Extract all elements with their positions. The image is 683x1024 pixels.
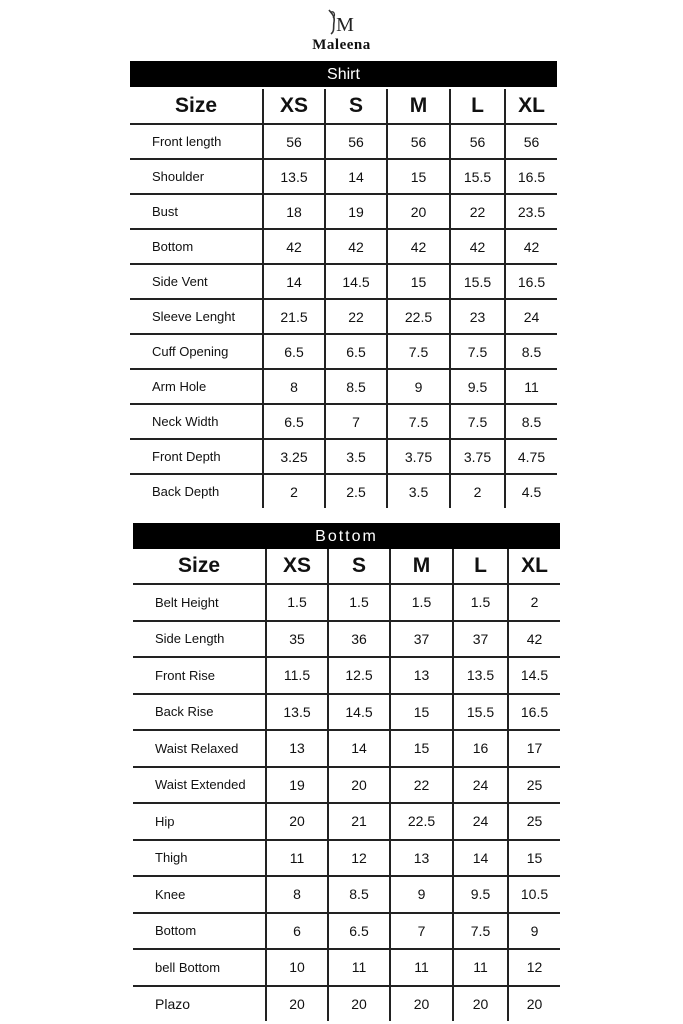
cell: 13.5 [263, 159, 325, 194]
row-label: Bottom [133, 913, 266, 950]
cell: 12 [508, 949, 560, 986]
cell: 15.5 [450, 264, 505, 299]
cell: 18 [263, 194, 325, 229]
cell: 23 [450, 299, 505, 334]
cell: 9 [390, 876, 453, 913]
logo-letter: M [335, 14, 354, 36]
cell: 42 [450, 229, 505, 264]
table-row [133, 949, 560, 986]
column-header-l: L [453, 549, 508, 584]
cell: 3.5 [325, 439, 387, 474]
table-row [130, 264, 557, 299]
cell: 13 [390, 657, 453, 694]
row-label: bell Bottom [133, 949, 266, 986]
cell: 14 [325, 159, 387, 194]
table-row [130, 404, 557, 439]
brand-header [0, 6, 683, 54]
cell: 42 [387, 229, 450, 264]
section-title-bottom: Bottom [133, 523, 560, 549]
cell: 1.5 [453, 584, 508, 621]
cell: 23.5 [505, 194, 557, 229]
bottom-table [133, 549, 560, 1021]
cell: 22 [390, 767, 453, 804]
cell: 8.5 [328, 876, 390, 913]
cell: 24 [453, 767, 508, 804]
cell: 13 [266, 730, 328, 767]
row-label: Front Depth [130, 439, 263, 474]
cell: 11 [390, 949, 453, 986]
cell: 19 [325, 194, 387, 229]
row-label: Sleeve Lenght [130, 299, 263, 334]
cell: 14.5 [325, 264, 387, 299]
column-header-xl: XL [505, 89, 557, 124]
table-row [133, 913, 560, 950]
column-header-xs: XS [266, 549, 328, 584]
row-label: Plazo [155, 995, 191, 1012]
cell: 16.5 [505, 264, 557, 299]
cell: 8 [266, 876, 328, 913]
table-row [130, 439, 557, 474]
cell: 2.5 [325, 474, 387, 508]
cell: 11 [505, 369, 557, 404]
cell: 6.5 [328, 913, 390, 950]
column-header-size: Size [133, 549, 266, 584]
row-label: Arm Hole [130, 369, 263, 404]
cell: 14.5 [508, 657, 560, 694]
cell: 17 [508, 730, 560, 767]
cell: 14.5 [328, 694, 390, 731]
cell: 56 [325, 124, 387, 159]
column-header-m: M [387, 89, 450, 124]
cell: 42 [263, 229, 325, 264]
row-label: Waist Relaxed [133, 730, 266, 767]
cell: 20 [266, 986, 328, 1022]
cell: 15 [390, 730, 453, 767]
cell: 9 [508, 913, 560, 950]
cell: 25 [508, 767, 560, 804]
table-header-row [130, 89, 557, 124]
cell: 4.75 [505, 439, 557, 474]
row-label: Front length [130, 124, 263, 159]
cell: 20 [508, 986, 560, 1022]
cell: 56 [387, 124, 450, 159]
table-row [133, 986, 560, 1022]
table-row [130, 124, 557, 159]
cell: 16.5 [505, 159, 557, 194]
cell: 21.5 [263, 299, 325, 334]
cell: 12.5 [328, 657, 390, 694]
cell: 7.5 [387, 404, 450, 439]
cell: 24 [505, 299, 557, 334]
row-label: Bust [130, 194, 263, 229]
row-label: Neck Width [130, 404, 263, 439]
cell: 42 [508, 621, 560, 658]
cell: 3.75 [450, 439, 505, 474]
table-row [133, 730, 560, 767]
cell: 20 [387, 194, 450, 229]
table-row [133, 803, 560, 840]
table-row [133, 694, 560, 731]
row-label: Side Length [133, 621, 266, 658]
column-header-size: Size [130, 89, 263, 124]
cell: 15 [387, 159, 450, 194]
cell: 7.5 [450, 404, 505, 439]
row-label: Waist Extended [133, 767, 266, 804]
cell: 10.5 [508, 876, 560, 913]
cell: 7.5 [453, 913, 508, 950]
row-label: Knee [133, 876, 266, 913]
row-label: Bottom [130, 229, 263, 264]
cell: 19 [266, 767, 328, 804]
column-header-m: M [390, 549, 453, 584]
row-label: Back Depth [152, 484, 220, 499]
cell: 9.5 [450, 369, 505, 404]
cell: 13.5 [453, 657, 508, 694]
column-header-xs: XS [263, 89, 325, 124]
cell: 9 [387, 369, 450, 404]
brand-name: Maleena [312, 37, 371, 53]
cell: 4.5 [505, 474, 557, 508]
cell: 2 [508, 584, 560, 621]
section-title-shirt: Shirt [130, 61, 557, 87]
cell: 37 [453, 621, 508, 658]
table-row [130, 334, 557, 369]
cell: 20 [266, 803, 328, 840]
cell: 2 [450, 474, 505, 508]
brand-logo [322, 6, 362, 36]
cell: 15 [390, 694, 453, 731]
cell: 15.5 [453, 694, 508, 731]
cell: 10 [266, 949, 328, 986]
column-header-xl: XL [508, 549, 560, 584]
cell: 56 [263, 124, 325, 159]
cell: 11 [453, 949, 508, 986]
column-header-s: S [328, 549, 390, 584]
cell: 3.25 [263, 439, 325, 474]
cell: 2 [263, 474, 325, 508]
cell: 22.5 [390, 803, 453, 840]
cell: 35 [266, 621, 328, 658]
cell: 1.5 [266, 584, 328, 621]
cell: 20 [390, 986, 453, 1022]
cell: 7 [390, 913, 453, 950]
cell: 56 [505, 124, 557, 159]
row-label: Hip [133, 803, 266, 840]
cell: 12 [328, 840, 390, 877]
cell: 8 [263, 369, 325, 404]
cell: 3.5 [387, 474, 450, 508]
table-row [133, 840, 560, 877]
row-label: Cuff Opening [130, 334, 263, 369]
cell: 14 [263, 264, 325, 299]
cell: 14 [453, 840, 508, 877]
table-row [130, 299, 557, 334]
row-label: Belt Height [133, 584, 266, 621]
cell: 1.5 [328, 584, 390, 621]
cell: 15.5 [450, 159, 505, 194]
cell: 20 [328, 986, 390, 1022]
table-row [130, 159, 557, 194]
cell: 7.5 [387, 334, 450, 369]
row-label: Back Rise [133, 694, 266, 731]
cell: 1.5 [390, 584, 453, 621]
row-label: Side Vent [130, 264, 263, 299]
cell: 8.5 [325, 369, 387, 404]
cell: 8.5 [505, 334, 557, 369]
cell: 25 [508, 803, 560, 840]
cell: 7 [325, 404, 387, 439]
cell: 11 [266, 840, 328, 877]
row-label: Front Rise [133, 657, 266, 694]
cell: 6.5 [325, 334, 387, 369]
cell: 11 [328, 949, 390, 986]
table-row [133, 584, 560, 621]
table-row [133, 657, 560, 694]
cell: 21 [328, 803, 390, 840]
bottom-size-chart [133, 523, 560, 1021]
cell: 15 [508, 840, 560, 877]
cell: 13.5 [266, 694, 328, 731]
cell: 9.5 [453, 876, 508, 913]
cell: 20 [328, 767, 390, 804]
cell: 7.5 [450, 334, 505, 369]
table-header-row [133, 549, 560, 584]
table-row [133, 621, 560, 658]
column-header-s: S [325, 89, 387, 124]
table-row [133, 876, 560, 913]
shirt-table [130, 89, 557, 508]
table-row [130, 474, 557, 508]
row-label: Thigh [133, 840, 266, 877]
cell: 16 [453, 730, 508, 767]
table-row [133, 767, 560, 804]
cell: 20 [453, 986, 508, 1022]
cell: 13 [390, 840, 453, 877]
cell: 36 [328, 621, 390, 658]
cell: 15 [387, 264, 450, 299]
cell: 11.5 [266, 657, 328, 694]
table-row [130, 229, 557, 264]
cell: 3.75 [387, 439, 450, 474]
cell: 42 [325, 229, 387, 264]
cell: 24 [453, 803, 508, 840]
cell: 22 [325, 299, 387, 334]
table-row [130, 194, 557, 229]
cell: 6.5 [263, 404, 325, 439]
cell: 8.5 [505, 404, 557, 439]
cell: 6.5 [263, 334, 325, 369]
cell: 56 [450, 124, 505, 159]
cell: 22 [450, 194, 505, 229]
cell: 16.5 [508, 694, 560, 731]
cell: 14 [328, 730, 390, 767]
shirt-size-chart [130, 63, 557, 508]
cell: 37 [390, 621, 453, 658]
cell: 42 [505, 229, 557, 264]
row-label: Shoulder [130, 159, 263, 194]
column-header-l: L [450, 89, 505, 124]
cell: 22.5 [387, 299, 450, 334]
cell: 6 [266, 913, 328, 950]
table-row [130, 369, 557, 404]
